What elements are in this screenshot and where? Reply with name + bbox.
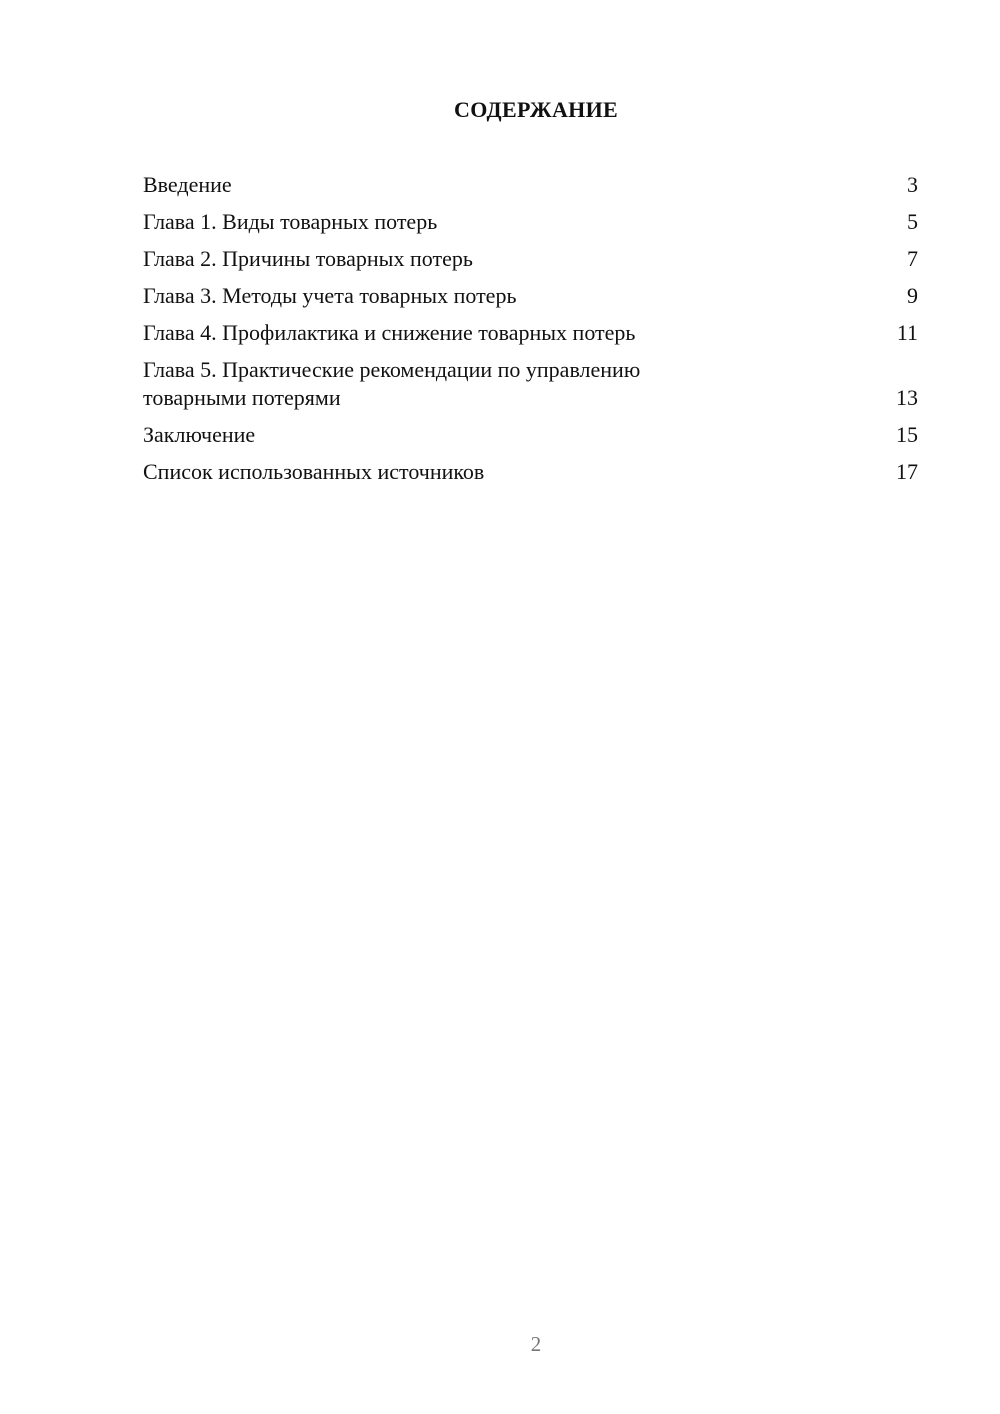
toc-entry-page: 7 [907,246,918,271]
toc-entry-title: Глава 1. Виды товарных потерь [143,209,438,234]
toc-entry-title: Глава 2. Причины товарных потерь [143,246,473,271]
toc-entry-page: 11 [896,320,918,345]
toc-entry-page: 3 [907,172,918,197]
table-of-contents [143,168,918,492]
toc-entry-title: Глава 3. Методы учета товарных потерь [143,283,517,308]
toc-entry-title: Введение [143,172,232,197]
toc-entry-page: 15 [896,422,918,447]
toc-entry [143,316,918,353]
toc-entry [143,353,918,418]
toc-entry-title: Заключение [143,422,256,447]
toc-entry-page: 13 [896,385,918,410]
toc-entry-page: 9 [907,283,918,308]
toc-entry [143,205,918,242]
toc-entry [143,242,918,279]
page-title: СОДЕРЖАНИЕ [454,97,618,122]
page-number: 2 [530,1332,542,1356]
toc-entry [143,455,918,492]
toc-entry-title: Глава 4. Профилактика и снижение товарных потерь [143,320,636,345]
toc-entry-page: 5 [907,209,918,234]
toc-entry [143,279,918,316]
toc-entry [143,168,918,205]
toc-entry-title: Список использованных источников [143,459,485,484]
toc-entry-page: 17 [896,459,918,484]
toc-entry-title: Глава 5. Практические рекомендации по управлению товарными потерями [143,357,641,410]
toc-entry [143,418,918,455]
